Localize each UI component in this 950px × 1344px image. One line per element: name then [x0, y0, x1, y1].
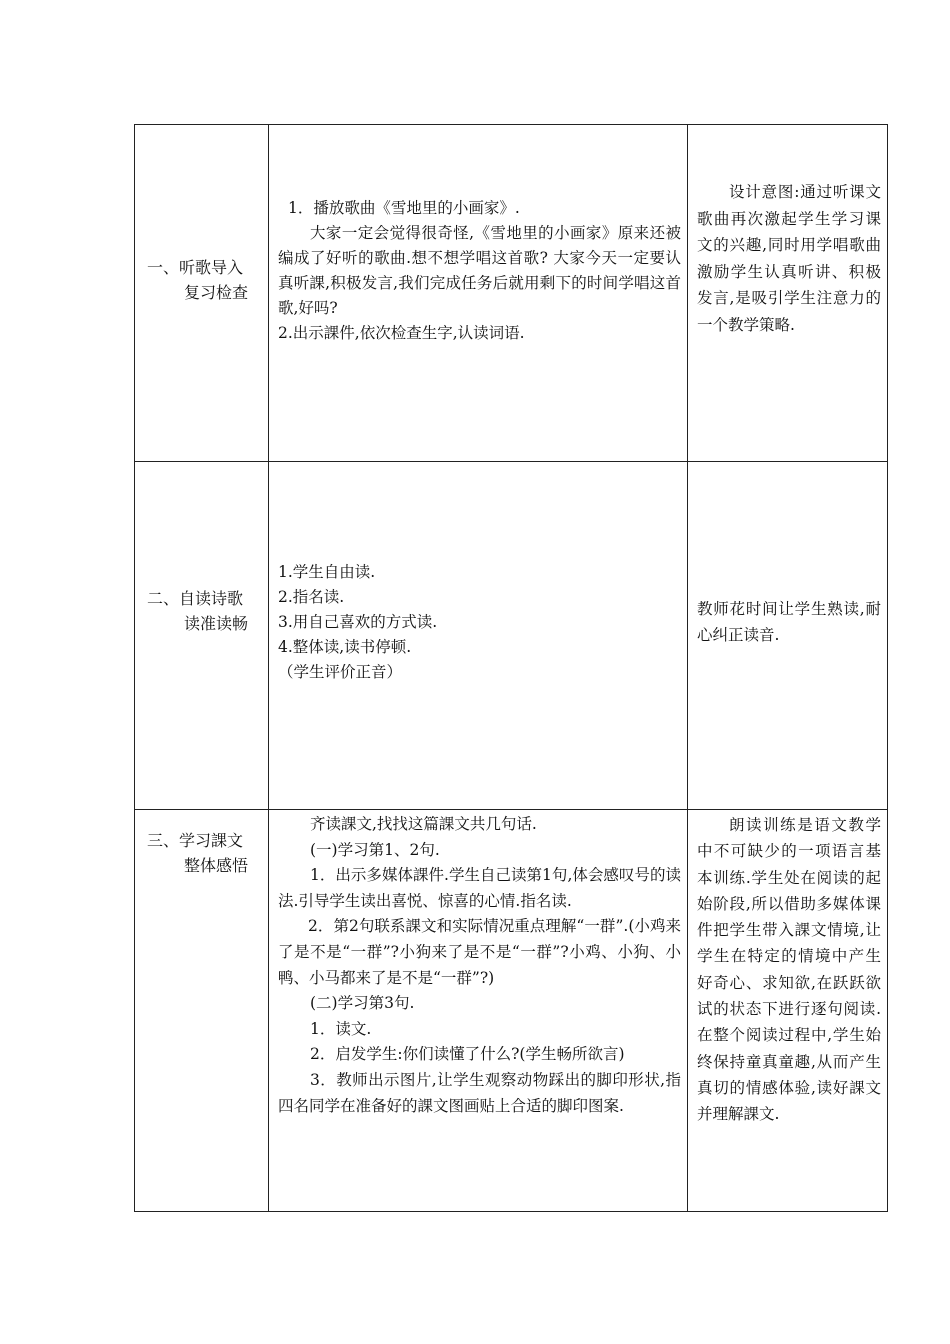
stage-cell [135, 125, 269, 462]
table-row [135, 125, 888, 462]
activity-line: 1．播放歌曲《雪地里的小画家》. [288, 199, 520, 217]
activity-cell [269, 125, 688, 462]
stage-title: 一、听歌导入 [147, 258, 244, 277]
lesson-plan-table [134, 124, 888, 1212]
activity-line: 1.学生自由读. [278, 563, 376, 581]
activity-cell [269, 810, 688, 1212]
activity-line: (二)学习第3句. [310, 994, 415, 1013]
activity-line: 大家一定会觉得很奇怪,《雪地里的小画家》原来还被编成了好听的歌曲.想不想学唱这首歌? 大家今天一定要认真听課,积极发言,我们完成任务后就用剩下的时间学唱这首歌,好吗? [278, 224, 681, 317]
activity-line: 4.整体读,读书停顿. [278, 638, 412, 656]
stage-subtitle: 复习检查 [184, 283, 249, 302]
design-note-cell [688, 125, 888, 462]
stage-cell [135, 810, 269, 1212]
activity-cell [269, 462, 688, 810]
stage-subtitle: 读准读畅 [184, 614, 249, 633]
stage-title: 三、学习課文 [147, 831, 244, 850]
activity-line: (一)学习第1、2句. [310, 840, 440, 859]
table-row [135, 462, 888, 810]
activity-line: 1．读文. [310, 1019, 372, 1038]
activity-line: 2.出示課件,依次检查生字,认读词语. [278, 324, 525, 342]
stage-title: 二、自读诗歌 [147, 589, 244, 608]
activity-line: 2．第2句联系課文和实际情况重点理解“一群”.(小鸡来了是不是“一群”?小狗来了是不是“一群”?小鸡、小狗、小鸭、小马都来了是不是“一群”?) [278, 917, 681, 987]
design-note-cell [688, 462, 888, 810]
activity-line: 2.指名读. [278, 588, 345, 606]
design-note: 朗读训练是语文教学中不可缺少的一项语言基本训练.学生处在阅读的起始阶段,所以借助多媒体课件把学生带入課文情境,让学生在特定的情境中产生好奇心、求知欲,在跃跃欲试的状态下进行逐句阅读.在整个阅读过程中,学生始终保持童真童趣,从而产生真切的情感体验,读好課文并理解課文. [697, 816, 881, 1124]
activity-line: 2．启发学生:你们读懂了什么?(学生畅所欲言) [310, 1045, 625, 1064]
table-row [135, 810, 888, 1212]
activity-line: （学生评价正音） [278, 663, 403, 681]
design-note: 设计意图:通过听课文歌曲再次激起学生学习课文的兴趣,同时用学唱歌曲激励学生认真听讲、积极发言,是吸引学生注意力的一个教学策略. [697, 183, 881, 334]
activity-line: 1．出示多媒体課件.学生自己读第1句,体会感叹号的读法.引导学生读出喜悦、惊喜的心情.指名读. [278, 866, 681, 910]
stage-cell [135, 462, 269, 810]
activity-line: 3.用自己喜欢的方式读. [278, 613, 438, 631]
stage-subtitle: 整体感悟 [184, 856, 249, 875]
activity-line: 3．教师出示图片,让学生观察动物踩出的脚印形状,指四名同学在准备好的課文图画贴上合适的脚印图案. [278, 1070, 681, 1115]
design-note: 教师花时间让学生熟读,耐心纠正读音. [697, 600, 881, 644]
design-note-cell [688, 810, 888, 1212]
activity-line: 齐读課文,找找这篇課文共几句话. [310, 815, 537, 833]
